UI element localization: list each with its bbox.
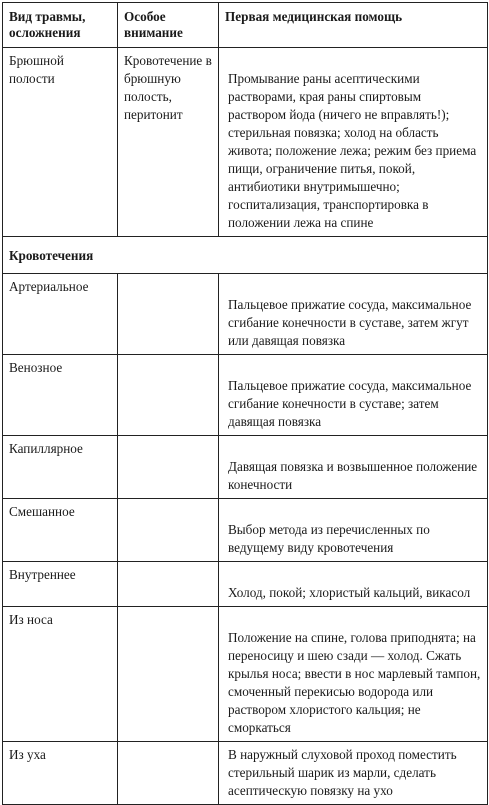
cell-aid xyxy=(219,499,488,562)
cell-attention: Кровотечение в брюшную полость, перитонит xyxy=(118,48,219,237)
cell-aid xyxy=(219,562,488,607)
header-attention: Особое внимание xyxy=(118,3,219,48)
table-row xyxy=(3,499,488,562)
cell-type: Венозное xyxy=(3,355,118,436)
cell-aid-text: Пальцевое прижатие сосуда, максимальное сгибание конечности в суставе, затем жгут или давящая повязка xyxy=(228,297,472,348)
cell-attention xyxy=(118,355,219,436)
first-aid-table xyxy=(2,2,488,805)
cell-type: Брюшной полости xyxy=(3,48,118,237)
cell-aid-text: Холод, покой; хлористый кальций, викасол xyxy=(228,585,471,600)
cell-aid xyxy=(219,436,488,499)
cell-type: Внутреннее xyxy=(3,562,118,607)
cell-type: Из уха xyxy=(3,742,118,805)
table-row xyxy=(3,355,488,436)
cell-attention xyxy=(118,499,219,562)
cell-aid-text: В наружный слуховой проход поместить стерильный шарик из марли, сделать асептическую повязку на ухо xyxy=(228,747,457,798)
cell-aid-text: Выбор метода из перечисленных по ведущему виду кровотечения xyxy=(228,522,430,555)
cell-aid-text: Положение на спине, голова приподнята; на переносицу и шею сзади — холод. Сжать крылья носа; ввести в нос марлевый тампон, смоченный перекисью водорода или раствором хлористого кальция; не сморкаться xyxy=(228,630,481,735)
cell-attention xyxy=(118,562,219,607)
table-row xyxy=(3,274,488,355)
cell-type: Артериальное xyxy=(3,274,118,355)
cell-type: Капиллярное xyxy=(3,436,118,499)
header-aid: Первая медицинская помощь xyxy=(219,3,488,48)
section-row xyxy=(3,237,488,274)
cell-aid xyxy=(219,742,488,805)
cell-aid xyxy=(219,607,488,742)
cell-aid-text: Промывание раны асептическими растворами, края раны спиртовым раствором йода (ничего не вправлять!); стерильная повязка; холод на область живота; положение лежа; режим без приема пищи, ограничение питья, покой, антибиотики внутримышечно; госпитализация, транспортировка в положении лежа на спине xyxy=(228,71,477,230)
header-type: Вид травмы, осложнения xyxy=(3,3,118,48)
table-row xyxy=(3,436,488,499)
table-row xyxy=(3,562,488,607)
cell-aid xyxy=(219,274,488,355)
cell-attention xyxy=(118,274,219,355)
table-row xyxy=(3,48,488,237)
cell-attention xyxy=(118,742,219,805)
cell-attention xyxy=(118,436,219,499)
cell-aid xyxy=(219,48,488,237)
section-title: Кровотечения xyxy=(3,237,488,274)
cell-aid-text: Пальцевое прижатие сосуда, максимальное сгибание конечности в суставе; затем давящая повязка xyxy=(228,378,472,429)
cell-attention xyxy=(118,607,219,742)
cell-aid-text: Давящая повязка и возвышенное положение конечности xyxy=(228,459,478,492)
table-row xyxy=(3,742,488,805)
cell-aid xyxy=(219,355,488,436)
header-row xyxy=(3,3,488,48)
table-row xyxy=(3,607,488,742)
cell-type: Смешанное xyxy=(3,499,118,562)
cell-type: Из носа xyxy=(3,607,118,742)
